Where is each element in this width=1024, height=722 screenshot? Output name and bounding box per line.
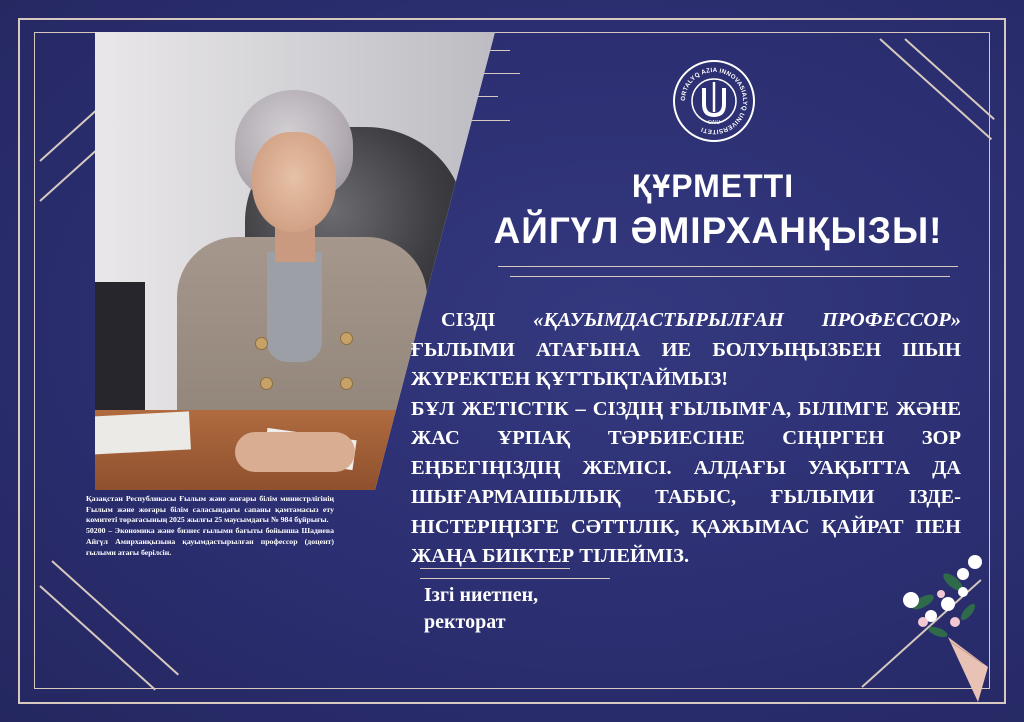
divider-line [510, 276, 950, 277]
decor-line [488, 50, 510, 51]
logo-initials: OAIU [707, 120, 721, 126]
frame-top [18, 18, 1006, 20]
inner-frame-left [34, 32, 35, 689]
frame-left [18, 18, 20, 704]
heading-line-2: АЙГҮЛ ӘМІРХАНҚЫЗЫ! [493, 210, 943, 251]
corner-diagonal [879, 38, 992, 140]
decor-line [480, 73, 520, 74]
divider-line [498, 266, 958, 267]
signature-sender: ректорат [424, 611, 506, 633]
frame-right [1004, 18, 1006, 704]
corner-diagonal [51, 560, 179, 675]
order-caption [86, 494, 334, 558]
signature-divider [420, 578, 610, 579]
message-paragraph-1: СІЗДІ «ҚАУЫМДАСТЫРЫЛҒАН ПРОФЕССОР» ҒЫЛЫМИ АТАҒЫНА ИЕ БОЛУЫҢЫЗБЕН ШЫН ЖҮРЕКТЕН ҚҰТТЫҚТАЙМЫЗ! [411, 309, 961, 390]
message-paragraph-2: БҰЛ ЖЕТІСТІК – СІЗДІҢ ҒЫЛЫМҒА, БІЛІМГЕ ЖӘНЕ ЖАС ҰРПАҚ ТӘРБИЕСІНЕ СІҢІРГЕН ЗОР ЕҢБЕГІҢІЗДІҢ ЖЕМІСІ. АЛДАҒЫ УАҚЫТТА ДА ШЫҒАРМАШЫЛЫҚ ТАБЫС, ҒЫЛЫМИ ІЗДЕ-НІСТЕРІҢІЗГЕ СӘТТІЛІК, ҚАЖЫМАС ҚАЙРАТ ПЕН ЖАҢА БИІКТЕР ТІЛЕЙМІЗ. [411, 397, 961, 567]
message-body [411, 306, 961, 572]
signature-divider [420, 568, 570, 569]
signature-greeting: Ізгі ниетпен, [424, 584, 539, 606]
frame-bottom [18, 702, 1006, 704]
logo-ring-text: ORTALYQ AZIA INNOVASIALYQ UNIVERSITETI [679, 66, 749, 136]
caption-paragraph-1: Қазақстан Республикасы Ғылым және жоғары білім министрлігінің Ғылым және жоғары білім саласындағы сапаны қамтамасыз ету комитеті төрағасының 2025 жылғы 25 маусымдағы № 984 бұйрығы. [86, 494, 334, 525]
university-emblem-icon [675, 62, 753, 140]
inner-frame-bottom [34, 688, 990, 689]
caption-paragraph-2: 50200 – Экономика және бизнес ғылыми бағыты бойынша Шадиева Айгүл Амирханқызына қауымдастырылған профессор (доцент) ғылыми атағы берілсін. [86, 526, 334, 557]
corner-diagonal [904, 38, 995, 120]
heading-line-1: ҚҰРМЕТТІ [631, 168, 795, 204]
academic-title: «ҚАУЫМДАСТЫРЫЛҒАН ПРОФЕССОР» [533, 309, 961, 331]
university-logo [673, 60, 755, 142]
flower-bouquet-icon [893, 542, 993, 702]
